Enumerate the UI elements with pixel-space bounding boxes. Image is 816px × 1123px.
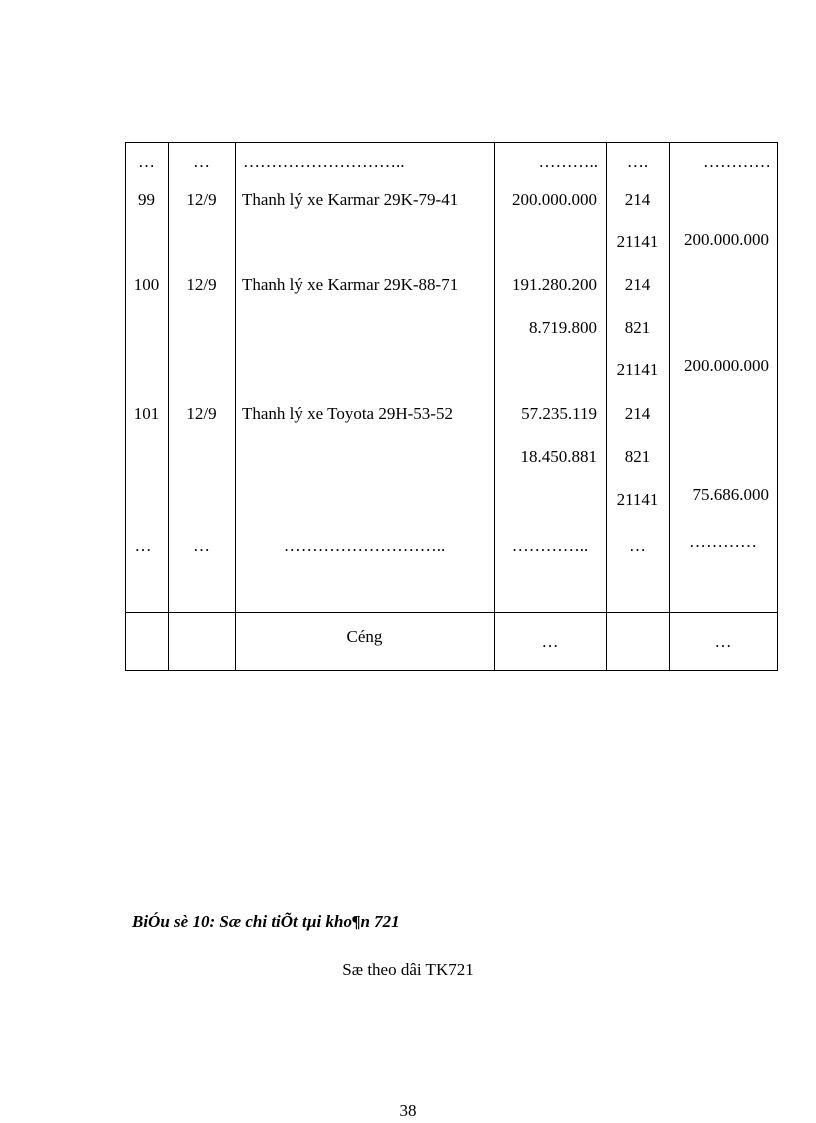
cell-account: 21141 <box>616 490 659 509</box>
cell-date: 12/9 <box>186 404 217 423</box>
cell-account: … <box>629 536 646 555</box>
cell-account: 214 <box>624 190 651 209</box>
ledger-table <box>125 142 778 671</box>
cell-account: 214 <box>624 275 651 294</box>
cell-desc: ……………………….. <box>283 536 446 555</box>
cell-account: 21141 <box>616 232 659 251</box>
cell-date: … <box>193 152 210 171</box>
total-label: Céng <box>346 627 383 646</box>
cell-debit: ………….. <box>511 536 589 555</box>
cell-desc: Thanh lý xe Karmar 29K-88-71 <box>242 275 459 294</box>
cell-no: 101 <box>133 404 160 423</box>
ledger-subtitle: Sæ theo dâi TK721 <box>342 960 474 979</box>
cell-account: 821 <box>624 447 651 466</box>
cell-account: …. <box>626 152 649 171</box>
cell-debit: 18.450.881 <box>520 447 597 466</box>
cell-credit: ………… <box>689 532 757 551</box>
total-credit: … <box>714 632 732 651</box>
cell-credit: 200.000.000 <box>684 230 769 249</box>
cell-no: 99 <box>138 190 155 209</box>
cell-date: 12/9 <box>186 190 217 209</box>
cell-desc: Thanh lý xe Karmar 29K-79-41 <box>242 190 459 209</box>
cell-credit: 200.000.000 <box>684 356 769 375</box>
page-number: 38 <box>399 1101 417 1120</box>
cell-debit: 8.719.800 <box>529 318 597 337</box>
cell-no: … <box>134 536 152 555</box>
cell-debit: ……….. <box>538 152 598 171</box>
cell-desc: ……………………….. <box>243 152 405 171</box>
cell-desc: Thanh lý xe Toyota 29H-53-52 <box>242 404 453 423</box>
figure-caption: BiÓu sè 10: Sæ chi tiÕt tµi kho¶n 721 <box>132 912 400 931</box>
cell-account: 821 <box>624 318 651 337</box>
cell-account: 21141 <box>616 360 659 379</box>
cell-credit: 75.686.000 <box>692 485 769 504</box>
cell-date: 12/9 <box>186 275 217 294</box>
total-debit: … <box>541 632 559 651</box>
cell-no: 100 <box>133 275 160 294</box>
cell-no: … <box>138 152 155 171</box>
cell-credit: ………… <box>703 152 771 171</box>
cell-debit: 57.235.119 <box>521 404 597 423</box>
cell-account: 214 <box>624 404 651 423</box>
cell-debit: 191.280.200 <box>512 275 597 294</box>
cell-date: … <box>193 536 210 555</box>
cell-debit: 200.000.000 <box>512 190 597 209</box>
